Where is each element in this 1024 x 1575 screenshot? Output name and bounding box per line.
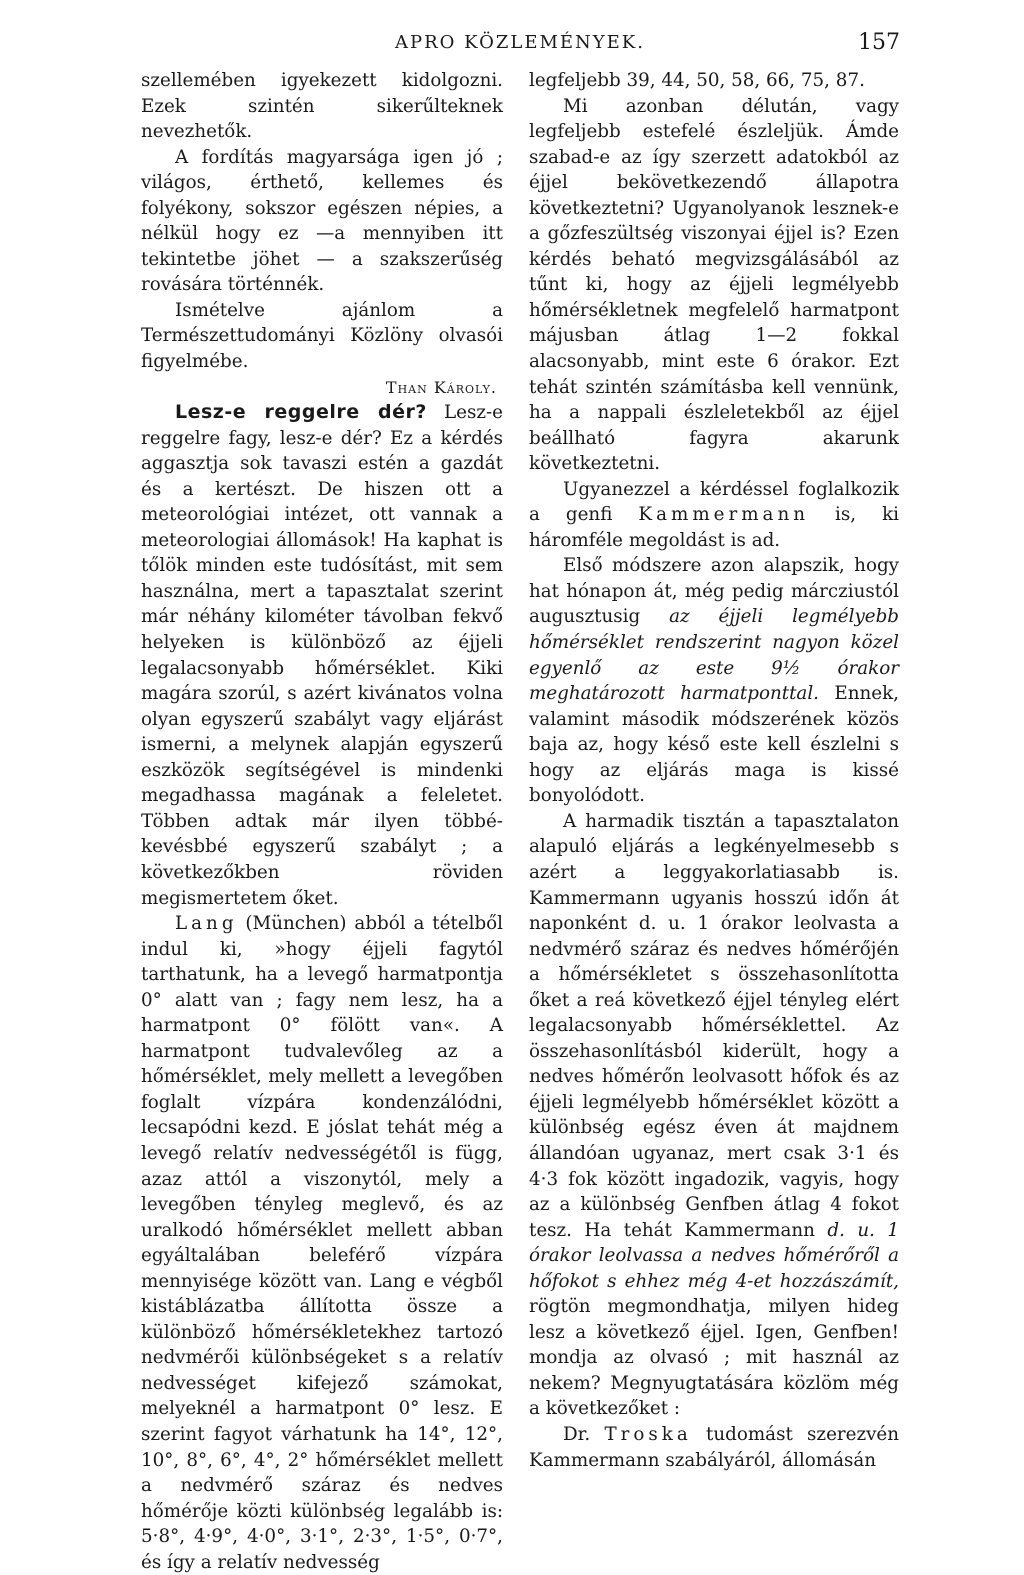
running-title: APRO KÖZLEMÉNYEK. — [395, 32, 645, 53]
paragraph — [529, 477, 899, 554]
paragraph-text: Ennek, valamint második módszerének közös baja az, hogy késő este kell észlelni s hogy az eljárás maga is kissé bonyolódott. — [529, 683, 899, 807]
paragraph — [529, 553, 899, 808]
paragraph-text: tudomást szerezvén Kammermann szabályáról, állomásán — [529, 1423, 899, 1471]
paragraph: szellemében igyekezett kidolgozni. Ezek szintén sikerűlteknek nevezhetők. — [141, 70, 503, 143]
paragraph: legfeljebb 39, 44, 50, 58, 66, 75, 87. — [529, 70, 865, 91]
paragraph: Mi azonban délután, vagy legfeljebb estefelé észleljük. Ámde szabad-e az így szerzett adatokból az éjjel bekövetkezendő állapotra következtetni? Ugyanolyanok lesznek-e a gőzfeszültség viszonyai éjjel is? Ezen kérdés beható megvizsgálásából az tűnt ki, hogy az éjjeli legmélyebb hőmérsékletnek megfelelő harmatpont májusban átlag 1—2 fokkal alacsonyabb, mint este 6 órakor. Ezt tehát szintén számításba kell vennünk, ha a nappali észleletekből az éjjel beállható fagyra akarunk következtetni. — [529, 95, 899, 475]
paragraph-text: Ugyanezzel a kérdéssel foglalkozik a genfi — [529, 478, 899, 526]
person-name: Kammermann — [638, 504, 809, 526]
article-paragraph — [141, 400, 503, 911]
left-column — [141, 68, 503, 1575]
author-signature: Than Károly. — [385, 377, 497, 397]
page-number: 157 — [858, 30, 900, 55]
right-column — [529, 68, 899, 1473]
paragraph — [141, 911, 503, 1575]
paragraph — [529, 1422, 899, 1473]
person-name: Lang — [175, 913, 238, 935]
paragraph-text: is, ki háromféle megoldást is ad. — [529, 504, 899, 551]
emphasized-text: d. u. 1 órakor leolvassa a nedves hőmérőről a hőfokot s ehhez még 4-et hozzászámít, — [529, 1219, 899, 1292]
emphasized-text: az éjjeli legmélyebb hőmérséklet rendszerint nagyon közel egyenlő az este 9½ órakor meghatározott harmatponttal. — [529, 606, 899, 705]
paragraph-text: A harmadik tisztán a tapasztalaton alapuló eljárás a legkényelmesebb s azért a leggyakorlatiasabb is. Kammermann ugyanis hosszú időn át naponként d. u. 1 órakor leolvasta a nedvmérő száraz és nedves hőmérőjén a hőmérsékletet s összehasonlította őket a reá következő éjjel tényleg elért legalacsonyabb hőmérséklettel. Az összehasonlításból kiderült, hogy a nedves hőmérőn leolvasott hőfok és az éjjeli legmélyebb hőmérséklet között a különbség egész éven át majdnem állandóan ugyanaz, mert csak 3·1 és 4·3 fok között ingadozik, vagyis, hogy az a különbség Genfben átlag 4 fokot tesz. Ha tehát Kammermann — [529, 810, 899, 1241]
paragraph-text: Dr. — [563, 1423, 605, 1445]
running-header — [140, 30, 900, 60]
paragraph-text: rögtön megmondhatja, milyen hideg lesz a következő éjjel. Igen, Genfben! mondja az olvasó ; mit használ az nekem? Megnyugtatására közlöm még a következőket : — [529, 1296, 899, 1420]
paragraph-text: (München) abból a tételből indul ki, »hogy éjjeli fagytól tarthatunk, ha a levegő harmatpontja 0° alatt van ; fagy nem lesz, ha a harmatpont 0° fölött van«. A harmatpont tudvalevőleg az a hőmérséklet, mely mellett a levegőben foglalt vízpára kondenzálódni, lecsapódni kezd. E jóslat tehát még a levegő relatív nedvességétől is függ, azaz attól a viszonytól, mely a levegőben tényleg meglevő, és az uralkodó hőmérséklet mellett abban egyáltalában beleférő vízpára mennyisége között van. Lang e végből kistáblázatba állította össze a különböző hőmérsékletekhez tartozó nedvmérői különbségeket s a relatív nedvességet kifejező számokat, melyeknél a harmatpont 0° lesz. E szerint fagyot várhatunk ha 14°, 12°, 10°, 8°, 6°, 4°, 2° hőmérséklet mellett a nedvmérő száraz és nedves hőmérője közti különbség legalább is: 5·8°, 4·9°, 4·0°, 3·1°, 2·3°, 1·5°, 0·7°, és így a relatív nedvesség — [141, 913, 503, 1573]
paragraph-text: Első módszere azon alapszik, hogy hat hónapon át, még pedig márcziustól augusztusig — [529, 555, 899, 628]
paragraph-text: Lesz-e reggelre fagy, lesz-e dér? Ez a kérdés aggasztja sok tavaszi estén a gazdát és a kertészt. De hiszen ott a meteorológiai intézet, ott vannak a meteorologiai állomások! Ha kaphat is tőlök minden este tudósítást, mit sem használna, mert a tapasztalat szerint már néhány kilométer távolban fekvő helyeken is különböző az éjjeli legalacsonyabb hőmérséklet. Kiki magára szorúl, s azért kivánatos volna olyan egyszerű szabályt vagy eljárást ismerni, a melynek alapján egyszerű eszközök segítségével is mindenki megadhassa magának a feleletet. Többen adtak már ilyen többé-kevésbbé egyszerű szabályt ; a következőkben röviden megismertetem őket. — [141, 402, 504, 909]
paragraph: A fordítás magyarsága igen jó ; világos, érthető, kellemes és folyékony, sokszor egészen népies, a nélkül hogy ez —a mennyiben itt tekintetbe jöhet — a szakszerűség rovására történnék. — [141, 146, 503, 296]
article-heading: Lesz-e reggelre dér? — [175, 401, 427, 424]
paragraph — [529, 809, 899, 1422]
person-name: Troska — [604, 1423, 692, 1445]
paragraph: Ismételve ajánlom a Természettudományi Közlöny olvasói figyelmébe. — [141, 299, 503, 373]
